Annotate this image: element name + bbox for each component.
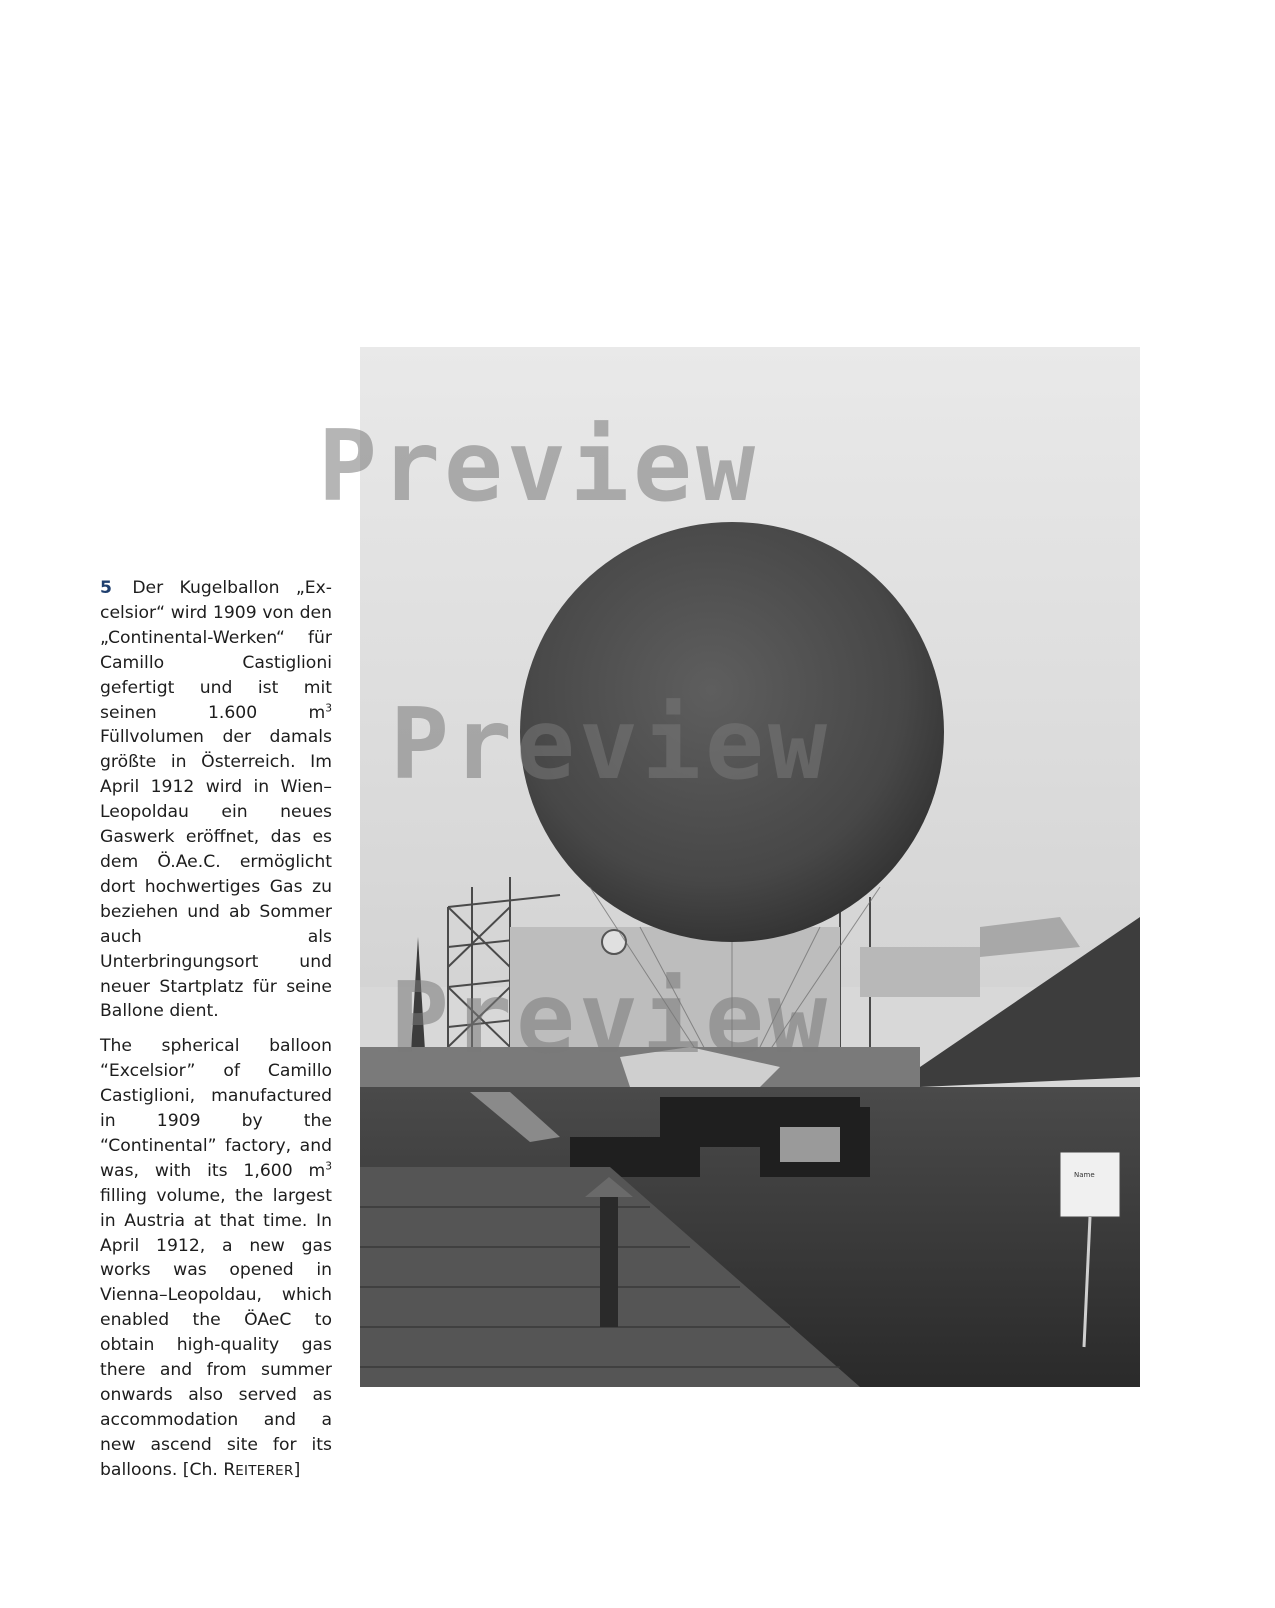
author-credit: Ch. REITERER] <box>189 1459 301 1480</box>
crowd-highlights <box>780 1127 840 1162</box>
caption-german-text: Der Kugelballon „Excelsior“ wird 1909 von den „Continental-Werken“ für Camillo Castiglioni gefertigt und ist mit seinen 1.600 m <box>100 578 332 723</box>
figure-number: 5 <box>100 578 112 598</box>
distant-buildings <box>860 947 980 997</box>
preview-watermark-bottom: Preview <box>390 962 832 1076</box>
sign-text: Name <box>1074 1171 1095 1179</box>
balloon-photo-illustration <box>360 347 1140 1387</box>
caption-english-text-after: filling volume, the largest in Austria at that time. In April 1912, a new gas works was opened in Vienna–Leopoldau, which enabled the ÖAeC to obtain high-quality gas there and from summer onwards also served as accommodation and a new ascend site for its balloons. [ <box>100 1185 332 1480</box>
caption-german-text-after: Füllvolumen der damals größte in Österreich. Im April 1912 wird in Wien–Leopoldau ein neues Gaswerk eröffnet, das es dem Ö.Ae.C. ermöglicht dort hochwertiges Gas zu beziehen und ab Sommer auch als Unterbringungsort und neuer Startplatz für seine Ballone dient. <box>100 727 332 1022</box>
vent-pipe <box>600 1197 618 1327</box>
clock-icon <box>602 930 626 954</box>
sign-board <box>1060 1152 1120 1217</box>
preview-watermark-top: Preview <box>318 410 760 524</box>
caption-german-superscript: 3 <box>325 700 332 714</box>
caption-english-text: The spherical balloon “Excelsior” of Camillo Castiglioni, manufactured in 1909 by the “Continental” factory, and was, with its 1,600 m <box>100 1036 332 1181</box>
caption-english-superscript: 3 <box>325 1159 332 1173</box>
balloon <box>520 522 944 942</box>
caption-german <box>100 576 332 1024</box>
figure-caption <box>100 576 332 1495</box>
caption-english <box>100 1034 332 1484</box>
preview-watermark-middle: Preview <box>390 688 832 802</box>
balloon-photograph <box>360 347 1140 1387</box>
